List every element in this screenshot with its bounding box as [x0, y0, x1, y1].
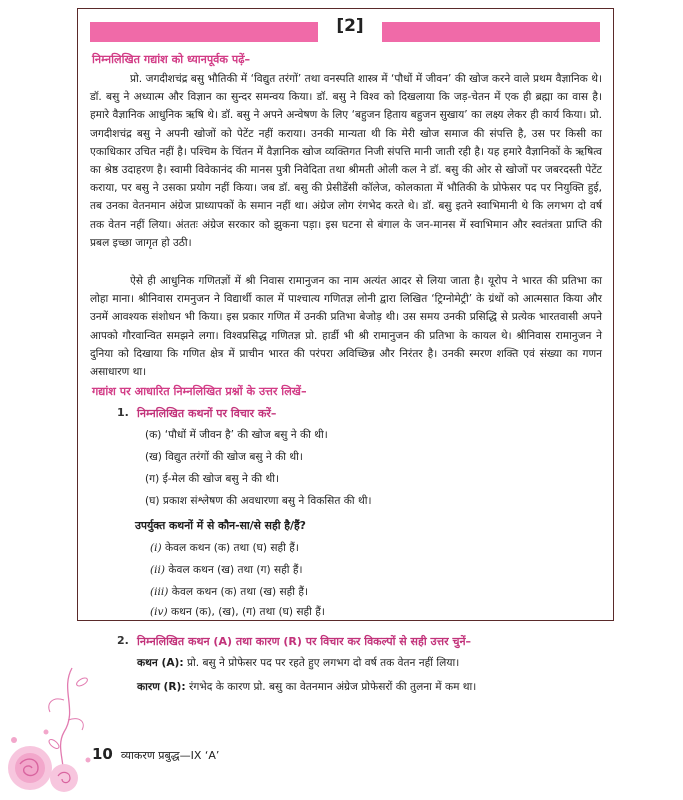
statement-ka: (क) ‘पौधों में जीवन है’ की खोज बसु ने की थी।	[145, 429, 328, 441]
reason-text: रंगभेद के कारण प्रो. बसु का वेतनमान अंग्रेज प्रोफेसरों की तुलना में कम था।	[185, 681, 477, 693]
choice-iv-num: (iv)	[150, 606, 168, 618]
choice-ii	[150, 563, 303, 577]
statement-ga: (ग) ई-मेल की खोज बसु ने की थी।	[145, 473, 279, 485]
passage-heading: निम्नलिखित गद्यांश को ध्यानपूर्वक पढ़ें–	[92, 53, 251, 66]
questions-heading: गद्यांश पर आधारित निम्नलिखित प्रश्नों के उत्तर लिखें–	[92, 385, 307, 398]
rose-flower-decoration-icon	[0, 660, 110, 800]
statement-gha: (घ) प्रकाश संश्लेषण की अवधारणा बसु ने विकसित की थी।	[145, 495, 372, 507]
assertion-text: प्रो. बसु ने प्रोफेसर पद पर रहते हुए लगभग दो वर्ष तक वेतन नहीं लिया।	[183, 657, 460, 669]
choice-iii-text: केवल कथन (क) तथा (ख) सही हैं।	[168, 586, 309, 598]
reason-label: कारण (R):	[137, 681, 186, 693]
passage-paragraph-2: ऐसे ही आधुनिक गणितज्ञों में श्री निवास रामानुजन का नाम अत्यंत आदर से लिया जाता है। यूरोप ने भारत की प्रतिभा का लोहा माना। श्रीनिवास रामनुजन ने विद्यार्थी काल में पाश्चात्य गणितज्ञ लोनी द्वारा लिखित ‘ट्रिग्नोमेट्री’ के ग्रंथों को आत्मसात किया और उनमें आवश्यक संशोधन भी किया। इस प्रकार गणित में उनकी प्रतिभा बेजोड़ थी। उस समय उनकी प्रसिद्धि से प्रत्येक भारतवासी अपने आपको गौरवान्वित समझने लगा। विश्वप्रसिद्ध गणितज्ञ प्रो. हार्डी भी श्री रामानुजन की प्रतिभा के कायल थे। श्रीनिवास रामानुजन ने दुनिया को दिखाया कि गणित क्षेत्र में प्राचीन भारत की परंपरा अविच्छिन्न और निरंतर है। उनकी स्मरण शक्ति एवं संख्या का गणन असाधारण था।	[90, 275, 602, 379]
choice-iv	[150, 605, 325, 619]
choice-iii-num: (iii)	[150, 586, 169, 598]
choice-i-text: केवल कथन (क) तथा (घ) सही हैं।	[161, 542, 299, 554]
reason	[137, 680, 476, 694]
section-number: [2]	[336, 16, 364, 36]
page-footer	[92, 744, 219, 763]
question-2-prompt: निम्नलिखित कथन (A) तथा कारण (R) पर विचार कर विकल्पों से सही उत्तर चुनें–	[137, 635, 472, 648]
question-1-number: 1.	[117, 406, 129, 419]
choice-iv-text: कथन (क), (ख), (ग) तथा (घ) सही हैं।	[167, 606, 325, 618]
assertion-label: कथन (A):	[137, 657, 184, 669]
footer-page-number: 10	[92, 745, 113, 763]
passage-paragraph-1: प्रो. जगदीशचंद्र बसु भौतिकी में ‘विद्युत तरंगों’ तथा वनस्पति शास्त्र में ‘पौधों में जीवन’ की खोज करने वाले प्रथम वैज्ञानिक थे। डॉ. बसु ने अध्यात्म और विज्ञान का सुन्दर समन्वय किया। डॉ. बसु ने विश्व को दिखलाया कि जड़-चेतन में एक ही ब्रह्मा का वास है। हमारे वैज्ञानिक आधुनिक ऋषि थे। डॉ. बसु ने अपने अन्वेषण के लिए ‘बहुजन हिताय बहुजन सुखाय’ का लक्ष्य लेकर ही कार्य किया। प्रो. जगदीशचंद्र बसु ने अपनी खोजों को पेटेंट नहीं कराया। उनकी मान्यता थी कि मेरी खोज समाज की संपत्ति है, उस पर किसी का एकाधिकार उचित नहीं है। पश्चिम के चिंतन में वैज्ञानिक खोज व्यक्तिगत निजी संपत्ति मानी जाती रही है। यह हमारे वैज्ञानिकों के ऋषित्व का श्रेष्ठ उदाहरण है। स्वामी विवेकानंद की मानस पुत्री निवेदिता तथा श्रीमती ओली कल ने डॉ. बसु की ओर से खोजों पर जबरदस्ती पेटेंट कराया, पर बसु ने उसका प्रयोग नहीं किया। जब डॉ. बसु की प्रेसीडेंसी कॉलेज, कोलकाता में भौतिकी के प्रोफेसर पद पर नियुक्ति हुई, तब उनका वेतनमान अंग्रेज प्राध्यापकों के समान नहीं था। अंग्रेज लोग रंगभेद करते थे। डॉ. बसु इतने स्वाभिमानी थे कि लगभग दो वर्ष तक वेतन नहीं लिया। अंततः अंग्रेज सरकार को झुकना पड़ा। इस घटना से बंगाल के जन-मानस में स्वाभिमान और स्वतंत्रता प्राप्ति की प्रबल इच्छा जागृत हो उठी।	[90, 73, 602, 249]
choice-iii	[150, 585, 308, 599]
choice-ii-text: केवल कथन (ख) तथा (ग) सही हैं।	[165, 564, 303, 576]
question-1-sub-prompt: उपर्युक्त कथनों में से कौन-सा/से सही है/हैं?	[135, 519, 306, 532]
question-2-number: 2.	[117, 634, 129, 647]
choice-i	[150, 541, 299, 555]
choice-ii-num: (ii)	[150, 564, 166, 576]
header-banner-left	[90, 22, 318, 42]
choice-i-num: (i)	[150, 542, 162, 554]
question-1-prompt: निम्नलिखित कथनों पर विचार करें–	[137, 407, 277, 420]
footer-book-title: व्याकरण प्रबुद्ध—IX ‘A’	[120, 749, 220, 762]
header-banner-right	[382, 22, 600, 42]
statement-kha: (ख) विद्युत तरंगों की खोज बसु ने की थी।	[145, 451, 303, 463]
assertion	[137, 656, 459, 670]
